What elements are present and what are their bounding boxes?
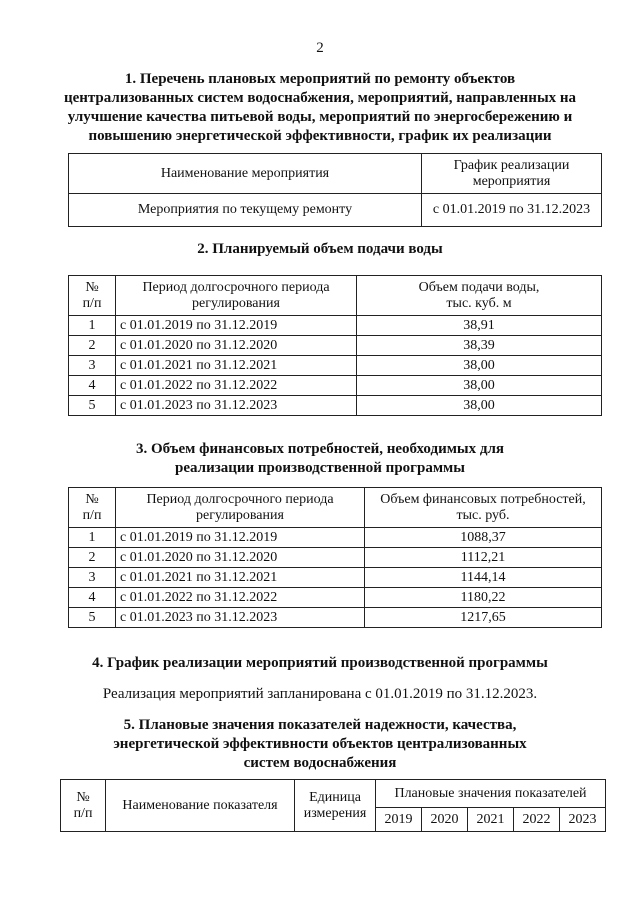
header-year: 2023 [560,808,606,832]
cell-number: 5 [69,396,116,416]
section5-title-line: систем водоснабжения [243,755,397,771]
header-unit-line: Единица [309,789,361,805]
section5-title-line: энергетической эффективности объектов централизованных [113,736,527,752]
table-row [69,356,602,376]
cell-volume: 38,00 [357,376,602,396]
table-row [69,528,602,548]
header-number-line: № [85,279,99,295]
header-year: 2022 [514,808,560,832]
table-row [69,396,602,416]
header-planned-values: Плановые значения показателей [376,780,606,808]
header-year: 2020 [422,808,468,832]
section5-title [40,716,600,773]
cell-amount: 1144,14 [365,568,602,588]
header-number [69,276,116,316]
cell-volume: 38,00 [357,356,602,376]
table-header-row [69,154,602,194]
table-row [69,588,602,608]
page-number: 2 [316,40,324,56]
section3-title-line: реализации производственной программы [175,460,465,476]
header-period-line: регулирования [196,507,284,523]
cell-volume: 38,91 [357,316,602,336]
cell-amount: 1180,22 [365,588,602,608]
section1-title-line: улучшение качества питьевой воды, мероприятий по энергосбережению и [67,109,573,125]
table-row [69,336,602,356]
header-unit-line: измерения [303,805,367,821]
header-number-line: п/п [82,507,102,523]
header-schedule-line: мероприятия [472,173,551,189]
header-number-line: № [85,491,99,507]
cell-period: с 01.01.2023 по 31.12.2023 [116,608,365,628]
cell-volume: 38,00 [357,396,602,416]
header-schedule-line: График реализации [453,157,570,173]
cell-activity: Мероприятия по текущему ремонту [69,194,422,227]
table-row [69,376,602,396]
cell-amount: 1217,65 [365,608,602,628]
header-volume-line: Объем подачи воды, [418,279,540,295]
header-period-line: Период долгосрочного периода [146,491,334,507]
cell-number: 3 [69,568,116,588]
cell-number: 3 [69,356,116,376]
section1-title [40,70,600,146]
header-number-line: п/п [82,295,102,311]
cell-period: с 01.01.2019 по 31.12.2019 [116,528,365,548]
cell-period: с 01.01.2020 по 31.12.2020 [116,548,365,568]
table-row [69,608,602,628]
cell-amount: 1112,21 [365,548,602,568]
cell-volume: 38,39 [357,336,602,356]
cell-number: 1 [69,528,116,548]
header-financial-line: Объем финансовых потребностей, [380,491,586,507]
table-row [69,568,602,588]
cell-schedule: с 01.01.2019 по 31.12.2023 [422,194,602,227]
header-volume-line: тыс. куб. м [446,295,512,311]
cell-period: с 01.01.2020 по 31.12.2020 [116,336,357,356]
header-period [116,276,357,316]
section1-title-line: 1. Перечень плановых мероприятий по ремонту объектов [124,71,516,87]
indicators-table [60,779,606,832]
cell-number: 4 [69,376,116,396]
header-period-line: Период долгосрочного периода [142,279,330,295]
header-number [69,488,116,528]
header-financial-line: тыс. руб. [456,507,510,523]
section1-title-line: централизованных систем водоснабжения, мероприятий, направленных на [63,90,577,106]
water-supply-table [68,275,602,416]
activities-table [68,153,602,227]
table-header-row [69,488,602,528]
header-indicator-name: Наименование показателя [106,780,295,832]
header-number [61,780,106,832]
table-row [69,316,602,336]
header-unit [295,780,376,832]
cell-period: с 01.01.2023 по 31.12.2023 [116,396,357,416]
table-header-row [69,276,602,316]
header-year: 2021 [468,808,514,832]
header-schedule [422,154,602,194]
cell-number: 1 [69,316,116,336]
cell-period: с 01.01.2021 по 31.12.2021 [116,568,365,588]
section3-title-line: 3. Объем финансовых потребностей, необходимых для [135,441,505,457]
table-header-row [61,780,606,808]
cell-period: с 01.01.2019 по 31.12.2019 [116,316,357,336]
cell-period: с 01.01.2021 по 31.12.2021 [116,356,357,376]
section4-title: 4. График реализации мероприятий производственной программы [92,655,548,671]
header-volume [357,276,602,316]
header-financial [365,488,602,528]
financial-needs-table [68,487,602,628]
table-row [69,194,602,227]
cell-number: 2 [69,548,116,568]
cell-number: 4 [69,588,116,608]
cell-period: с 01.01.2022 по 31.12.2022 [116,588,365,608]
section1-title-line: повышению энергетической эффективности, график их реализации [88,128,552,144]
header-period-line: регулирования [192,295,280,311]
cell-amount: 1088,37 [365,528,602,548]
section4-text: Реализация мероприятий запланирована с 01.01.2019 по 31.12.2023. [102,686,538,702]
header-number-line: п/п [73,805,93,821]
header-number-line: № [76,789,90,805]
cell-period: с 01.01.2022 по 31.12.2022 [116,376,357,396]
section5-title-line: 5. Плановые значения показателей надежности, качества, [123,717,517,733]
table-row [69,548,602,568]
cell-number: 5 [69,608,116,628]
header-year: 2019 [376,808,422,832]
section2-title: 2. Планируемый объем подачи воды [197,241,443,257]
header-activity-name: Наименование мероприятия [69,154,422,194]
section3-title [40,440,600,478]
header-period [116,488,365,528]
cell-number: 2 [69,336,116,356]
